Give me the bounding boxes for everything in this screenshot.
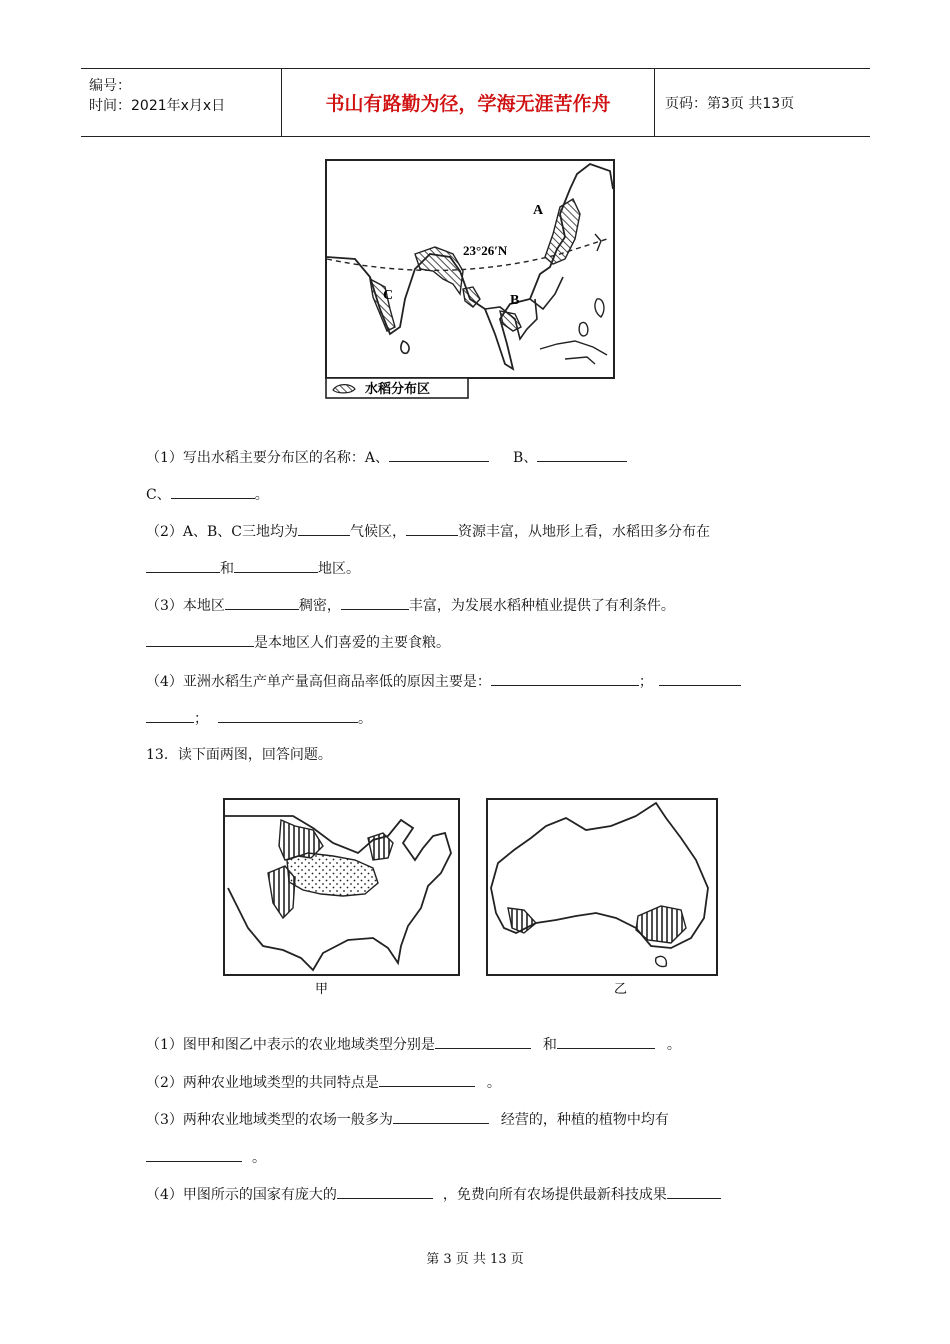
q12-p3-text-c: 丰富，为发展水稻种植业提供了有利条件。 xyxy=(408,598,675,614)
q12-p2-text-b: 气候区， xyxy=(350,524,407,540)
q13-part3-cont xyxy=(146,1147,266,1168)
q12-part2 xyxy=(146,521,710,542)
q12-part4-cont xyxy=(146,708,372,729)
map-label-b: B xyxy=(510,293,520,308)
q12-part1-cont xyxy=(146,484,269,505)
q12-p4-text-a: （4）亚洲水稻生产单产量高但商品率低的原因主要是： xyxy=(146,674,491,690)
blank xyxy=(146,632,254,647)
q12-p2-text-d: 和 xyxy=(220,561,234,577)
tropic-label: 23°26′N xyxy=(463,243,508,258)
blank xyxy=(337,1184,433,1199)
blank xyxy=(146,558,220,573)
q12-p2-text-a: （2）A、B、C三地均为 xyxy=(146,524,299,540)
blank xyxy=(491,671,639,686)
q13-p2-text-b: 。 xyxy=(486,1075,501,1091)
blank xyxy=(298,521,350,536)
fig-label-yi: 乙 xyxy=(614,982,628,997)
q13-p4-text-a: （4）甲图所示的国家有庞大的 xyxy=(146,1187,337,1203)
q12-p1-text-a: （1）写出水稻主要分布区的名称：A、 xyxy=(146,450,390,466)
blank xyxy=(379,1072,475,1087)
page-header xyxy=(81,68,870,137)
q12-p3-text-d: 是本地区人们喜爱的主要食粮。 xyxy=(254,635,450,651)
header-motto: 书山有路勤为径，学海无涯苦作舟 xyxy=(282,69,655,136)
blank xyxy=(146,708,194,723)
blank xyxy=(146,1147,242,1162)
q12-part4 xyxy=(146,671,741,692)
map-frame xyxy=(326,160,614,378)
blank xyxy=(406,521,458,536)
q13-p3-text-c: 。 xyxy=(252,1150,266,1166)
q12-p4-text-b: ； xyxy=(638,674,653,690)
number-label: 编号： xyxy=(89,78,131,94)
q13-p1-text-a: （1）图甲和图乙中表示的农业地域类型分别是 xyxy=(146,1037,435,1053)
blank xyxy=(218,708,358,723)
australia-agriculture-map xyxy=(486,798,718,998)
q12-p4-text-c: ； xyxy=(194,711,208,727)
header-meta xyxy=(81,69,282,136)
map-label-c: C xyxy=(383,288,394,303)
blank xyxy=(393,1109,489,1124)
q12-p3-text-a: （3）本地区 xyxy=(146,598,225,614)
q12-part3-cont xyxy=(146,632,450,653)
q12-p1-end: 。 xyxy=(254,487,269,503)
q13-part2 xyxy=(146,1072,501,1093)
q13-part4 xyxy=(146,1184,721,1205)
blank xyxy=(341,595,409,610)
blank xyxy=(234,558,318,573)
q12-p1-text-c: C、 xyxy=(146,487,171,503)
q12-p1-text-b: B、 xyxy=(513,450,538,466)
q13-part3 xyxy=(146,1109,669,1130)
legend-label: 水稻分布区 xyxy=(365,382,431,397)
q13-p1-text-c: 。 xyxy=(666,1037,681,1053)
usa-agriculture-map xyxy=(223,798,460,998)
q13-p3-text-b: 经营的，种植的植物中均有 xyxy=(500,1112,669,1128)
q13-p2-text-a: （2）两种农业地域类型的共同特点是 xyxy=(146,1075,379,1091)
q13-title: 13．读下面两图，回答问题。 xyxy=(146,747,332,763)
time-label: 时间：2021年x月x日 xyxy=(89,98,226,114)
blank xyxy=(537,447,627,462)
blank xyxy=(225,595,299,610)
page-footer: 第 3 页 共 13 页 xyxy=(426,1252,524,1267)
q12-p3-text-b: 稠密， xyxy=(298,598,341,614)
blank xyxy=(667,1184,721,1199)
blank xyxy=(557,1034,655,1049)
q13-p4-text-b: ，免费向所有农场提供最新科技成果 xyxy=(442,1187,667,1203)
blank xyxy=(171,484,255,499)
header-page-info: 页码：第3页 共13页 xyxy=(665,95,795,112)
blank xyxy=(435,1034,531,1049)
asia-rice-map xyxy=(325,159,615,399)
q12-part2-cont xyxy=(146,558,360,579)
q13-p1-text-b: 和 xyxy=(542,1037,557,1053)
q12-p2-text-e: 地区。 xyxy=(318,561,360,577)
q12-part1 xyxy=(146,447,627,468)
fig-label-jia: 甲 xyxy=(315,982,329,997)
q12-part3 xyxy=(146,595,675,616)
q13-part1 xyxy=(146,1034,681,1055)
q12-p2-text-c: 资源丰富，从地形上看，水稻田多分布在 xyxy=(458,524,711,540)
map-label-a: A xyxy=(533,203,544,218)
map-frame xyxy=(487,799,717,975)
blank xyxy=(659,671,741,686)
q13-p3-text-a: （3）两种农业地域类型的农场一般多为 xyxy=(146,1112,393,1128)
q12-p4-text-d: 。 xyxy=(358,711,372,727)
blank xyxy=(389,447,489,462)
